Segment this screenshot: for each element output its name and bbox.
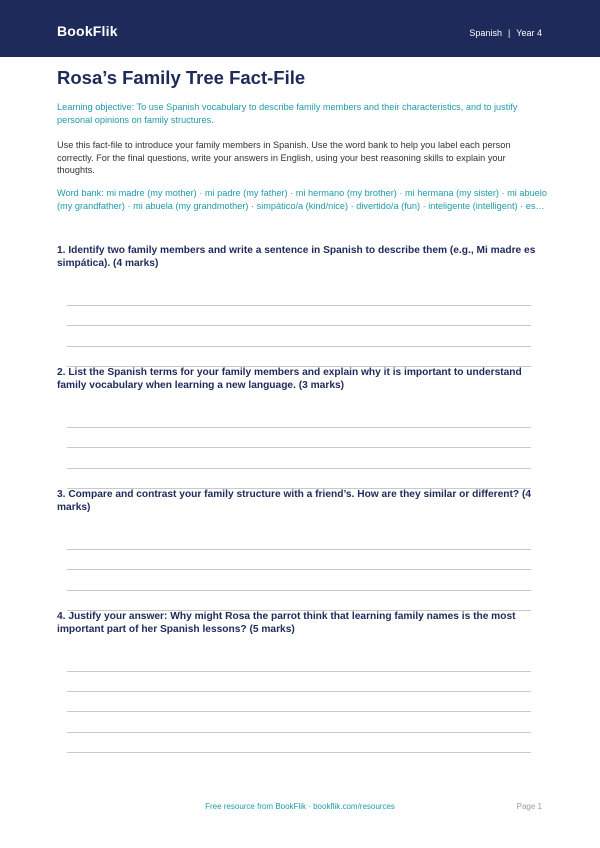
question-4: 4. Justify your answer: Why might Rosa the parrot think that learning family names is the most important part of her Spanish lessons? (5 marks) — [57, 611, 516, 635]
subject-label: Spanish — [469, 28, 502, 38]
answer-line[interactable] — [67, 427, 531, 428]
intro-text: Use this fact-file to introduce your family members in Spanish. Use the word bank to help you label each person correctly. For the final questions, write your answers in English, using your best reasoning skills to explain your thoughts. — [57, 140, 511, 175]
answer-line[interactable] — [67, 305, 531, 306]
answer-line[interactable] — [67, 711, 531, 712]
answer-line[interactable] — [67, 569, 531, 570]
meta-separator: | — [507, 28, 511, 38]
word-bank: Word bank: mi madre (my mother) · mi padre (my father) · mi hermano (my brother) · mi hermana (my sister) · mi abuelo (my grandfather) · mi abuela (my grandmother) · simpático/a (kind/nice) · divertido/a (fun) · inteligente (intelligent) · es… — [57, 188, 547, 211]
page-title: Rosa’s Family Tree Fact-File — [57, 67, 306, 88]
question-1: 1. Identify two family members and write a sentence in Spanish to describe them (e.g., Mi madre es simpática). (4 marks) — [57, 245, 536, 269]
answer-line[interactable] — [67, 752, 531, 753]
answer-line[interactable] — [67, 691, 531, 692]
answer-line[interactable] — [67, 325, 531, 326]
header-bar — [0, 0, 600, 57]
learning-objective: Learning objective: To use Spanish vocabulary to describe family members and their characteristics, and to justify personal opinions on family structures. — [57, 102, 518, 125]
footer-credit: Free resource from BookFlik · bookflik.com/resources — [205, 802, 395, 811]
question-3: 3. Compare and contrast your family structure with a friend’s. How are they similar or different? (4 marks) — [57, 489, 532, 513]
question-2: 2. List the Spanish terms for your family members and explain why it is important to understand family vocabulary when learning a new language. (3 marks) — [57, 367, 522, 391]
answer-line[interactable] — [67, 590, 531, 591]
page-number: Page 1 — [516, 802, 542, 811]
answer-line[interactable] — [67, 447, 531, 448]
year-label: Year 4 — [516, 28, 542, 38]
answer-line[interactable] — [67, 671, 531, 672]
subject-year-label — [469, 28, 542, 38]
answer-line[interactable] — [67, 346, 531, 347]
answer-line[interactable] — [67, 732, 531, 733]
brand-logo-text: BookFlik — [57, 23, 118, 39]
answer-line[interactable] — [67, 549, 531, 550]
answer-line[interactable] — [67, 468, 531, 469]
